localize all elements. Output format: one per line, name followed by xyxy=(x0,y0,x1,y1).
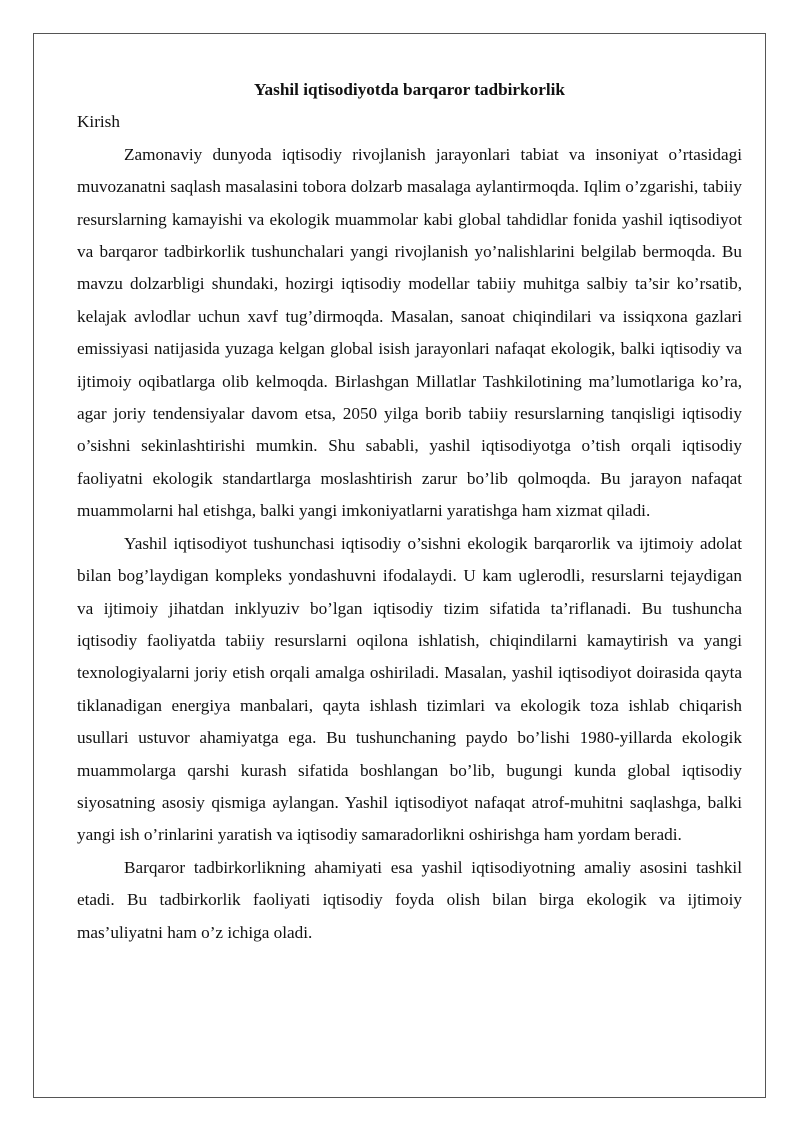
paragraph-1: Zamonaviy dunyoda iqtisodiy rivojlanish jarayonlari tabiat va insoniyat o’rtasidagi muvozanatni saqlash masalasini tobora dolzarb masalaga aylantirmoqda. Iqlim o’zgarishi, tabiiy resurslarning kamayishi va ekologik muammolar kabi global tahdidlar fonida yashil iqtisodiyot va barqaror tadbirkorlik tushunchalari yangi rivojlanish yo’nalishlarini belgilab bermoqda. Bu mavzu dolzarbligi shundaki, hozirgi iqtisodiy modellar tabiiy muhitga salbiy ta’sir ko’rsatib, kelajak avlodlar uchun xavf tug’dirmoqda. Masalan, sanoat chiqindilari va issiqxona gazlari emissiyasi natijasida yuzaga kelgan global isish jarayonlari nafaqat ekologik, balki iqtisodiy va ijtimoiy oqibatlarga olib kelmoqda. Birlashgan Millatlar Tashkilotining ma’lumotlariga ko’ra, agar joriy tendensiyalar davom etsa, 2050 yilga borib tabiiy resurslarning tanqisligi iqtisodiy o’sishni sekinlashtirishi mumkin. Shu sababli, yashil iqtisodiyotga o’tish orqali iqtisodiy faoliyatni ekologik standartlarga moslashtirish zarur bo’lib qolmoqda. Bu jarayon nafaqat muammolarni hal etishga, balki yangi imkoniyatlarni yaratishga ham xizmat qiladi. xyxy=(77,144,742,521)
paragraph-3: Barqaror tadbirkorlikning ahamiyati esa yashil iqtisodiyotning amaliy asosini tashkil etadi. Bu tadbirkorlik faoliyati iqtisodiy foyda olish bilan birga ekologik va ijtimoiy mas’uliyatni ham o’z ichiga oladi. xyxy=(77,857,742,942)
document-body xyxy=(77,74,742,949)
paragraph-2: Yashil iqtisodiyot tushunchasi iqtisodiy o’sishni ekologik barqarorlik va ijtimoiy adolat bilan bog’laydigan kompleks yondashuvni ifodalaydi. U kam uglerodli, resurslarni tejaydigan va ijtimoiy jihatdan inklyuziv bo’lgan iqtisodiy tizim sifatida ta’riflanadi. Bu tushuncha iqtisodiy faoliyatda tabiiy resurslarni oqilona ishlatish, chiqindilarni kamaytirish va yangi texnologiyalarni joriy etish orqali amalga oshiriladi. Masalan, yashil iqtisodiyot doirasida qayta tiklanadigan energiya manbalari, qayta ishlash tizimlari va ekologik toza ishlab chiqarish usullari ustuvor ahamiyatga ega. Bu tushunchaning paydo bo’lishi 1980-yillarda ekologik muammolarga qarshi kurash sifatida boshlangan bo’lib, bugungi kunda global iqtisodiy siyosatning asosiy qismiga aylangan. Yashil iqtisodiyot nafaqat atrof-muhitni saqlashga, balki yangi ish o’rinlarini yaratish va iqtisodiy samaradorlikni oshirishga ham yordam beradi. xyxy=(77,533,742,845)
section-heading: Kirish xyxy=(77,112,120,132)
document-title: Yashil iqtisodiyotda barqaror tadbirkorlik xyxy=(254,80,565,99)
